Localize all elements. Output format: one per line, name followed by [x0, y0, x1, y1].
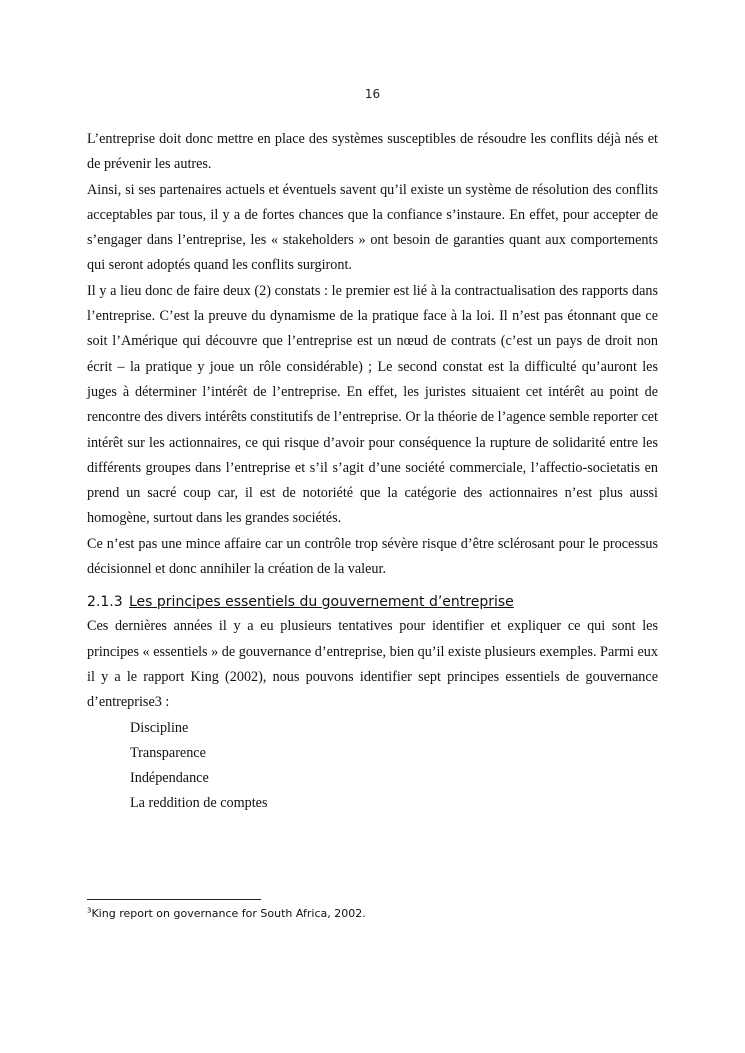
document-body [87, 127, 658, 817]
footnote-marker: 3 [87, 906, 92, 915]
paragraph-conflict-systems: L’entreprise doit donc mettre en place des systèmes susceptibles de résoudre les conflits déjà nés et de prévenir les autres. [87, 131, 658, 173]
principles-list [87, 716, 658, 817]
list-item: La reddition de comptes [130, 795, 268, 812]
section-title: Les principes essentiels du gouvernement d’entreprise [129, 594, 514, 611]
footnote [87, 906, 658, 922]
paragraph-control: Ce n’est pas une mince affaire car un contrôle trop sévère risque d’être sclérosant pour le processus décisionnel et donc annihiler la création de la valeur. [87, 535, 658, 578]
paragraph-two-findings: Il y a lieu donc de faire deux (2) constats : le premier est lié à la contractualisation des rapports dans l’entreprise. C’est la preuve du dynamisme de la pratique face à la loi. Il n’est pas étonnant que ce soit l’Amérique qui découvre que l’entreprise est un nœud de contrats (c’est un pays de droit non écrit – la pratique y joue un rôle considérable) ; Le second constat est la difficulté qu’auront les juges à déterminer l’intérêt de l’entreprise. En effet, les juristes situaient cet intérêt au point de rencontre des divers intérêts constitutifs de l’entreprise. Or la théorie de l’agence semble reporter cet intérêt sur les actionnaires, ce qui risque d’avoir pour conséquence la rupture de solidarité entre les différents groupes dans l’entreprise et s’il s’agit d’une société commerciale, l’affectio-societatis en prend un sacré coup car, il est de notoriété que la catégorie des actionnaires n’est plus aussi homogène, surtout dans les grandes sociétés. [87, 282, 658, 527]
footnote-text: King report on governance for South Africa, 2002. [91, 907, 366, 920]
section-heading [87, 590, 658, 614]
footnote-divider [87, 899, 261, 900]
page-number: 16 [364, 87, 381, 101]
section-number: 2.1.3 [87, 594, 123, 611]
list-item: Indépendance [130, 770, 209, 787]
section-intro-paragraph: Ces dernières années il y a eu plusieurs tentatives pour identifier et expliquer ce qui sont les principes « essentiels » de gouvernance d’entreprise, bien qu’il existe plusieurs exemples. Parmi eux il y a le rapport King (2002), nous pouvons identifier sept principes essentiels de gouvernance d’entreprise3 : [87, 618, 658, 711]
list-item: Discipline [130, 719, 189, 736]
list-item: Transparence [130, 744, 206, 761]
paragraph-confidence: Ainsi, si ses partenaires actuels et éventuels savent qu’il existe un système de résolution des conflits acceptables par tous, il y a de fortes chances que la confiance s’instaure. En effet, pour accepter de s’engager dans l’entreprise, les « stakeholders » ont besoin de garanties quant aux comportements qui seront adoptés quand les conflits surgiront. [87, 181, 658, 274]
